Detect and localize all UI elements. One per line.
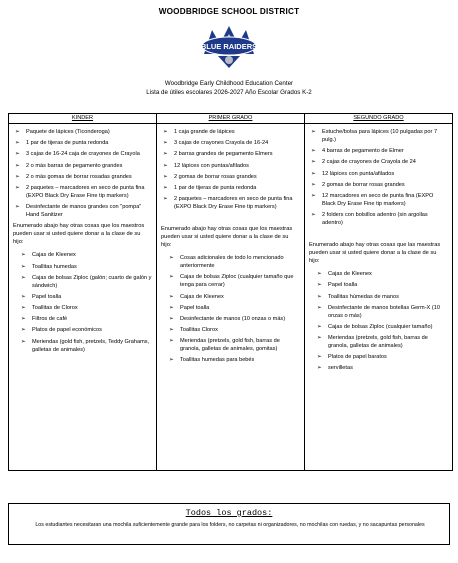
heading-kinder: KINDER xyxy=(9,114,157,124)
list-item: ➢ Papel toalla xyxy=(167,304,300,312)
list-item: ➢ Estuche/bolsa para lápices (10 pulgadas por 7 pulg.) xyxy=(309,128,448,144)
list-item: ➢ 1 caja grande de lápices xyxy=(161,128,300,136)
primer-grado-column xyxy=(157,124,305,471)
list-item: ➢ 3 cajas de crayones Crayola de 16-24 xyxy=(161,139,300,147)
district-title: WOODBRIDGE SCHOOL DISTRICT xyxy=(158,7,300,16)
list-item: ➢ 1 par de tijeras de punta redonda xyxy=(161,184,300,192)
list-item: ➢ Cajas de Kleenex xyxy=(19,251,152,259)
all-grades-text: Los estudiantes necesitaran una mochila suficientemente grande para los folders, no carpetas ni organizadores, no mochilas con ruedas, y no sacapuntas personales xyxy=(35,522,425,528)
list-item: ➢ 2 gomas de borrar rosas grandes xyxy=(309,181,448,189)
supply-list-table xyxy=(8,113,453,471)
list-item: ➢ Toallitas húmedas de manos xyxy=(315,293,448,301)
segundo-grado-donations xyxy=(309,270,448,372)
list-item: ➢ Papel toalla xyxy=(315,281,448,289)
list-item: ➢ Desinfectante de manos (10 onzas o más) xyxy=(167,315,300,323)
school-name: Woodbridge Early Childhood Education Center xyxy=(164,80,294,87)
list-item: ➢ 2 cajas de crayones de Crayola de 24 xyxy=(309,158,448,166)
segundo-grado-supplies xyxy=(309,128,448,227)
list-item: ➢ Meriendas (pretzels, gold fish, barras de granola, galletas de animales) xyxy=(315,334,448,350)
kinder-donations xyxy=(13,251,152,353)
heading-primer-grado: PRIMER GRADO xyxy=(157,114,305,124)
list-item: ➢ Toallitas humedas xyxy=(19,263,152,271)
heading-segundo-grado: SEGUNDO GRADO xyxy=(305,114,453,124)
segundo-grado-column xyxy=(305,124,453,471)
primer-grado-supplies xyxy=(161,128,300,211)
list-item: ➢ Meriendas (gold fish, pretzels, Teddy Grahams, galletas de animales) xyxy=(19,338,152,354)
list-item: ➢ Cajas de Kleenex xyxy=(315,270,448,278)
list-item: ➢ Paquete de lápices (Ticonderoga) xyxy=(13,128,152,136)
list-item: ➢ 2 o más barras de pegamento grandes xyxy=(13,162,152,170)
list-item: ➢ 2 barras grandes de pegamento Elmers xyxy=(161,150,300,158)
all-grades-box xyxy=(8,503,450,545)
primer-grado-donations xyxy=(161,254,300,364)
list-item: ➢ 2 folders con bolsillos adentro (sin argollas adentro) xyxy=(309,211,448,227)
list-item: ➢ Meriendas (pretzels, gold fish, barras de granola, galletas de animales, gomitas) xyxy=(167,337,300,353)
list-item: ➢ 2 o más gomas de borrar rosadas grandes xyxy=(13,173,152,181)
list-item: ➢ Filtros de café xyxy=(19,315,152,323)
list-item: ➢ Cajas de bolsas Ziploc (cualquier tamaño) xyxy=(315,323,448,331)
list-item: ➢ 1 par de tijeras de punta redonda xyxy=(13,139,152,147)
list-item: ➢ Papel toalla xyxy=(19,293,152,301)
list-item: ➢ Desinfectante de manos grandes con "pompa" Hand Sanitizer xyxy=(13,203,152,219)
donation-note: Enumerado abajo hay otras cosas que las maestras pueden usar si usted quiere donar a la clase de su hijo: xyxy=(309,242,441,265)
list-item: ➢ Toallitas de Clorox xyxy=(19,304,152,312)
list-title: Lista de útiles escolares 2026-2027 Año Escolar Grados K-2 xyxy=(146,89,312,96)
list-item: ➢ Cajas de bolsas Ziploc (galón; cuarto de galón y sándwich) xyxy=(19,274,152,290)
list-item: ➢ Toallitas Clorox xyxy=(167,326,300,334)
list-item: ➢ Platos de papel baratos xyxy=(315,353,448,361)
logo-text: BLUE RAIDERS xyxy=(200,42,258,51)
list-item: ➢ 4 barras de pegamento de Elmer xyxy=(309,147,448,155)
list-item: ➢ servilletas xyxy=(315,364,448,372)
donation-note: Enumerado abajo hay otras cosas que los maestras pueden usar si usted quiere donar a la clase de su hijo: xyxy=(161,226,293,249)
list-item: ➢ 2 paquetes – marcadores en seco de punta fina (EXPO Black Dry Erase Fine tip markers) xyxy=(161,195,300,211)
list-item: ➢ Cajas de Kleenex xyxy=(167,293,300,301)
kinder-supplies xyxy=(13,128,152,219)
blue-raiders-logo xyxy=(198,24,260,68)
list-item: ➢ Platos de papel económicos xyxy=(19,326,152,334)
list-item: ➢ Desinfectante de manos botellas Germ-X (10 onzas o más) xyxy=(315,304,448,320)
list-item: ➢ 12 marcadores en seco de punta fina (EXPO Black Dry Erase Fine tip markers) xyxy=(309,192,448,208)
list-item: ➢ Toallitas humedas para bebés xyxy=(167,356,300,364)
list-item: ➢ 2 gomas de borrar rosas grandes xyxy=(161,173,300,181)
all-grades-title: Todos los grados: xyxy=(185,508,273,518)
list-item: ➢ 3 cajas de 16-24 caja de crayones de Crayola xyxy=(13,150,152,158)
list-item: ➢ Cosas adicionales de todo lo mencionado anteriormente xyxy=(167,254,300,270)
donation-note: Enumerado abajo hay otras cosas que los maestros pueden usar si usted quiere donar a la clase de su hijo: xyxy=(13,223,145,246)
list-item: ➢ Cajas de bolsas Ziploc (cualquier tamaño que tenga para cerrar) xyxy=(167,273,300,289)
list-item: ➢ 12 lápices con puntas/afilados xyxy=(161,162,300,170)
kinder-column xyxy=(9,124,157,471)
list-item: ➢ 12 lápices con punta/afilados xyxy=(309,170,448,178)
list-item: ➢ 2 paquetes – marcadores en seco de punta fina (EXPO Black Dry Erase Fine tip markers) xyxy=(13,184,152,200)
